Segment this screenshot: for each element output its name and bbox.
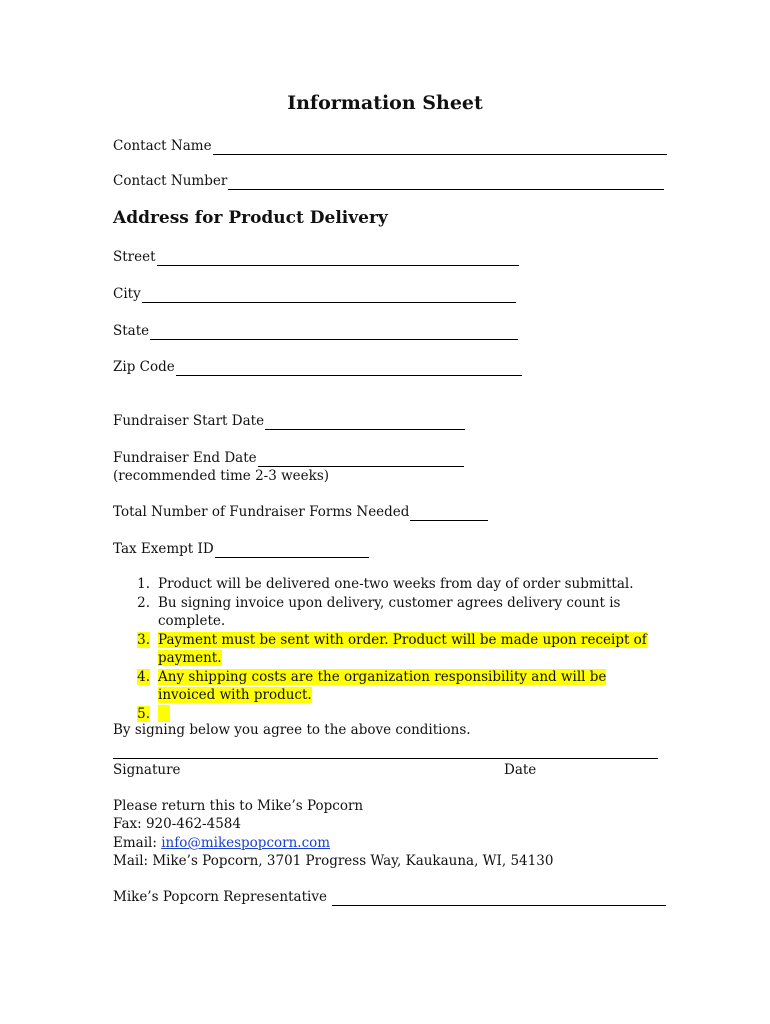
list-item-number-text: 3. <box>137 631 150 648</box>
list-item-number-text: 5. <box>137 705 150 722</box>
forms-needed-line[interactable] <box>410 508 488 521</box>
contact-name-line[interactable] <box>213 142 667 155</box>
representative-field[interactable] <box>113 888 666 906</box>
address-heading: Address for Product Delivery <box>113 208 388 228</box>
tax-exempt-field[interactable] <box>113 540 369 558</box>
contact-number-line[interactable] <box>228 177 664 190</box>
list-item-number-text: 4. <box>137 668 150 685</box>
list-item-number: 1. <box>137 576 150 592</box>
list-item-number <box>113 668 158 705</box>
representative-label: Mike’s Popcorn Representative <box>113 889 327 905</box>
street-field[interactable] <box>113 248 519 266</box>
forms-needed-label: Total Number of Fundraiser Forms Needed <box>113 504 410 520</box>
fundraiser-start-field[interactable] <box>113 412 465 430</box>
return-line: Please return this to Mike’s Popcorn <box>113 798 364 814</box>
zip-code-field[interactable] <box>113 358 522 376</box>
zip-code-line[interactable] <box>176 363 522 376</box>
highlighted-text: Any shipping costs are the organization responsibility and will be invoiced with product. <box>158 668 607 703</box>
signature-label: Signature <box>113 762 181 778</box>
zip-code-label: Zip Code <box>113 359 175 375</box>
list-item-number <box>113 631 158 668</box>
list-item <box>113 575 653 594</box>
contact-number-label: Contact Number <box>113 173 228 189</box>
contact-number-field[interactable] <box>113 172 664 190</box>
contact-name-label: Contact Name <box>113 138 212 154</box>
mail-line: Mail: Mike’s Popcorn, 3701 Progress Way, Kaukauna, WI, 54130 <box>113 853 554 869</box>
fundraiser-start-label: Fundraiser Start Date <box>113 413 265 429</box>
highlighted-blank <box>158 705 170 722</box>
fax-line: Fax: 920-462-4584 <box>113 816 241 832</box>
signature-line[interactable] <box>113 758 658 759</box>
list-item-text: Product will be delivered one-two weeks from day of order submittal. <box>158 576 634 592</box>
email-link[interactable]: info@mikespopcorn.com <box>161 835 331 851</box>
contact-name-field[interactable] <box>113 137 667 155</box>
street-line[interactable] <box>157 253 519 266</box>
email-line <box>113 834 330 852</box>
tax-exempt-label: Tax Exempt ID <box>113 541 214 557</box>
agree-text: By signing below you agree to the above conditions. <box>113 722 471 738</box>
forms-needed-field[interactable] <box>113 503 488 521</box>
highlighted-text: Payment must be sent with order. Product will be made upon receipt of payment. <box>158 631 647 666</box>
list-item <box>113 594 653 631</box>
conditions-list <box>113 575 653 723</box>
state-line[interactable] <box>150 327 518 340</box>
date-label: Date <box>504 762 537 778</box>
fundraiser-end-note: (recommended time 2-3 weeks) <box>113 468 330 484</box>
state-field[interactable] <box>113 322 518 340</box>
city-label: City <box>113 286 141 302</box>
email-label: Email: <box>113 835 162 851</box>
list-item-text <box>158 631 653 668</box>
fundraiser-end-line[interactable] <box>258 454 464 467</box>
city-field[interactable] <box>113 285 516 303</box>
fundraiser-start-line[interactable] <box>265 417 465 430</box>
page-title: Information Sheet <box>287 92 483 114</box>
list-item <box>113 668 653 705</box>
state-label: State <box>113 323 150 339</box>
representative-line[interactable] <box>332 893 666 906</box>
list-item <box>113 631 653 668</box>
street-label: Street <box>113 249 156 265</box>
fundraiser-end-label: Fundraiser End Date <box>113 450 257 466</box>
city-line[interactable] <box>142 290 516 303</box>
list-item-text <box>158 668 653 705</box>
fundraiser-end-field[interactable] <box>113 449 464 467</box>
list-item-number: 2. <box>137 594 150 611</box>
list-item-text: Bu signing invoice upon delivery, customer agrees delivery count is complete. <box>158 594 621 629</box>
tax-exempt-line[interactable] <box>215 545 369 558</box>
